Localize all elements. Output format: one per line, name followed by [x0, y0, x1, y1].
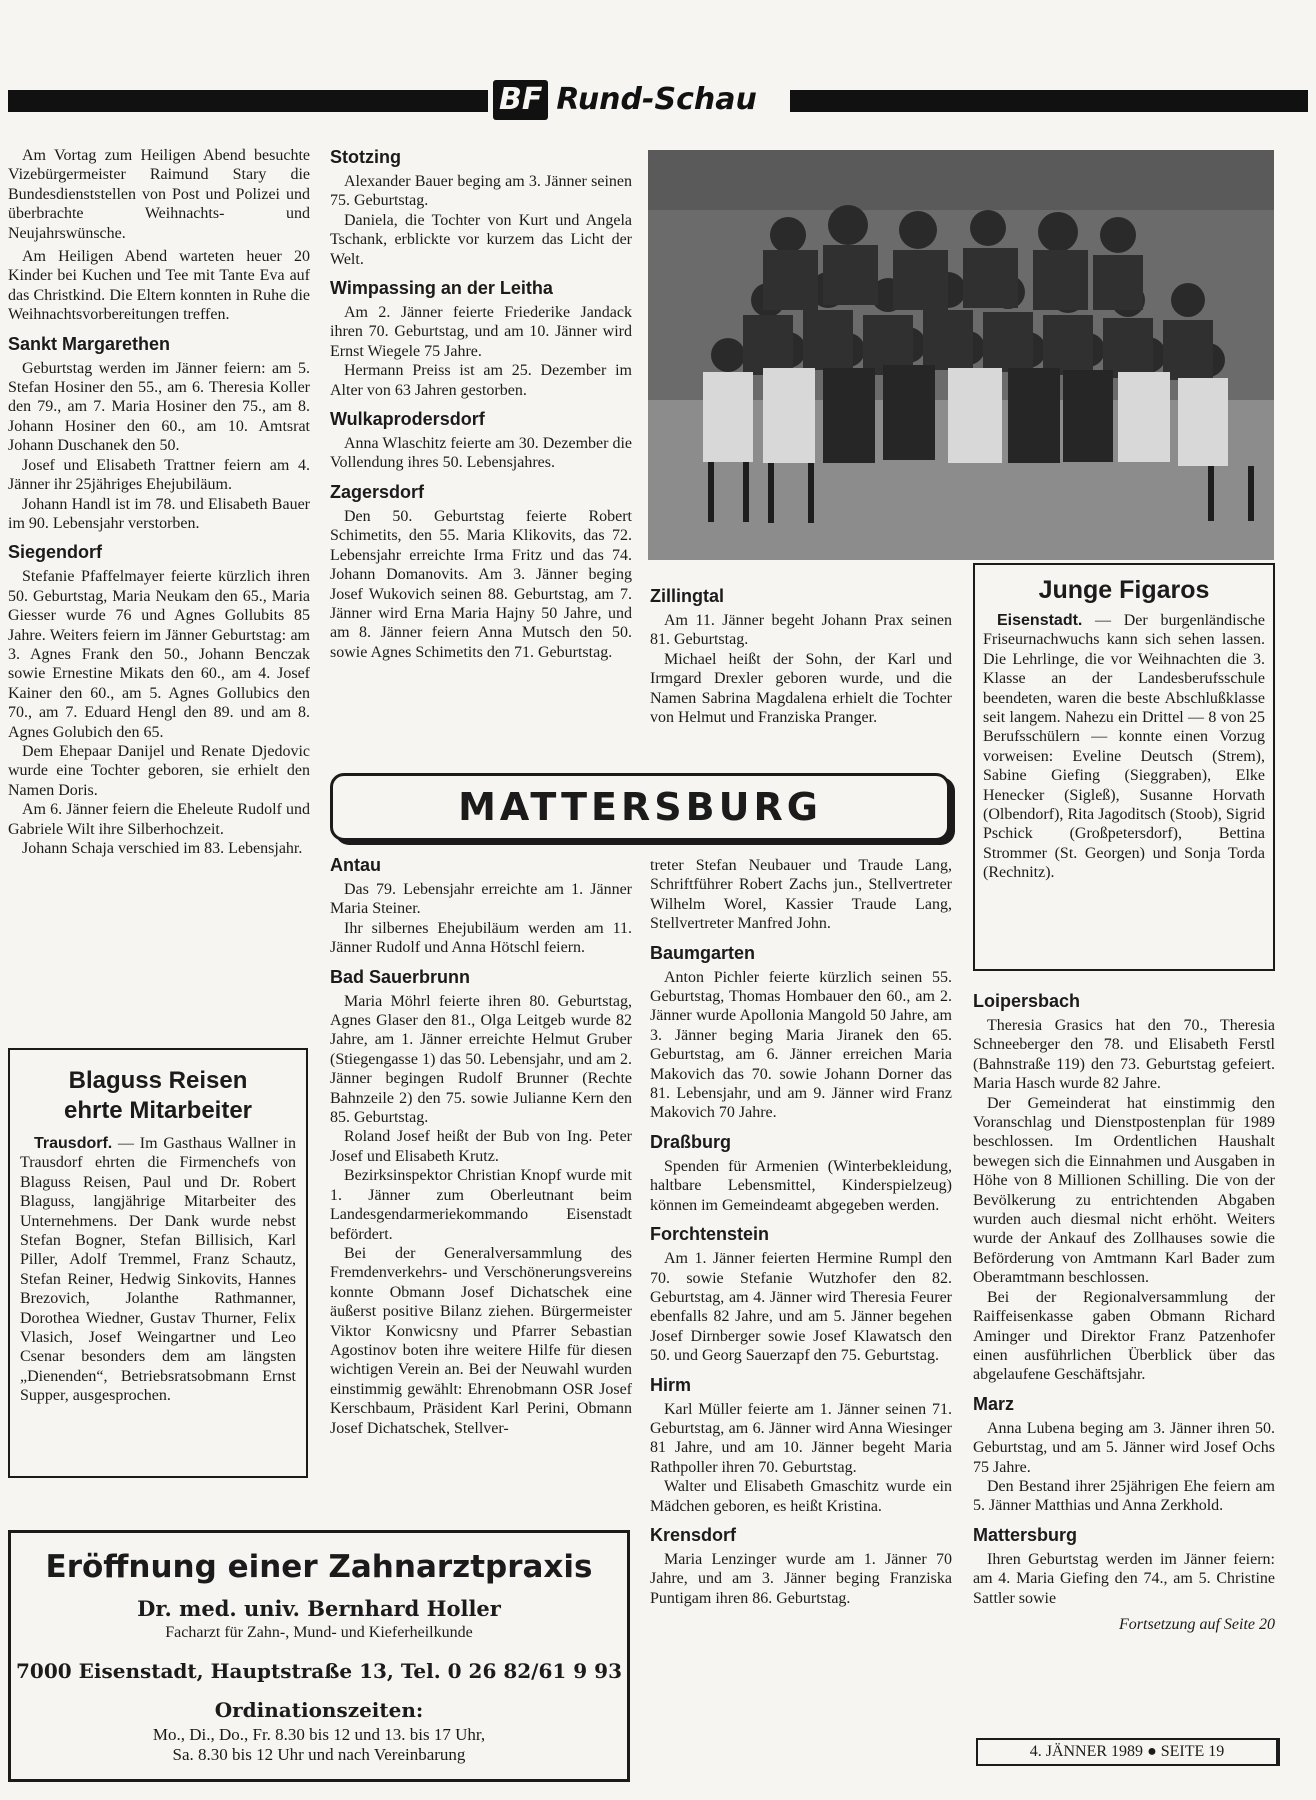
paragraph: Am 6. Jänner feiern die Eheleute Rudolf und Gabriele Wilt ihre Silberhochzeit.: [8, 801, 310, 838]
figaros-text: [983, 611, 1265, 883]
paragraph: Am 11. Jänner begeht Johann Prax seinen 81. Geburtstag.: [650, 612, 952, 649]
section-heading-antau: Antau: [330, 855, 381, 875]
ad-hours-line-2: Sa. 8.30 bis 12 Uhr und nach Vereinbarung: [172, 1745, 466, 1764]
footer-date: 4. JÄNNER 1989: [1029, 1743, 1144, 1760]
paragraph: Ihren Geburtstag werden im Jänner feiern: am 4. Maria Giefing den 74., am 5. Christine Sattler sowie: [973, 1550, 1275, 1607]
paragraph: Das 79. Lebensjahr erreichte am 1. Jänner Maria Steiner.: [330, 881, 632, 918]
ad-doctor: Dr. med. univ. Bernhard Holler: [137, 1596, 501, 1621]
paragraph: Anna Wlaschitz feierte am 30. Dezember die Vollendung ihres 50. Lebensjahres.: [330, 435, 632, 472]
paragraph: Den Bestand ihrer 25jährigen Ehe feiern am 5. Jänner Matthias und Anna Zerkhold.: [973, 1477, 1275, 1515]
section-heading-zagersdorf: Zagersdorf: [330, 481, 425, 502]
paragraph: Geburtstag werden im Jänner feiern: am 5. Stefan Hosiner den 55., am 6. Theresia Koller den 79., am 7. Maria Hosiner den 75., am 8. Johann Hosiner den 60., am 10. Amtsrat Johann Duschanek den 50.: [8, 359, 310, 455]
paragraph: Bei der Regionalversammlung der Raiffeisenkasse gaben Obmann Richard Aminger und Direktor Franz Patzenhofer einen ausführlichen Überblick über das abgelaufene Geschäftsjahr.: [973, 1288, 1275, 1384]
mattersburg-banner-title: MATTERSBURG: [458, 785, 822, 829]
paragraph: Dem Ehepaar Danijel und Renate Djedovic wurde eine Tochter geboren, sie erhielt den Namen Doris.: [8, 742, 310, 799]
paragraph: Hermann Preiss ist am 25. Dezember im Alter von 63 Jahren gestorben.: [330, 362, 632, 399]
paragraph: Bei der Generalversammlung des Fremdenverkehrs- und Verschönerungsvereins konnte Obmann Josef Dichatschek eine äußerst positive Bilanz ziehen. Bürgermeister Viktor Konwicsny und Pfarrer Sebastian Agostinov boten ihre weitere Hilfe für diesen wichtigen Verein an. Bei der Neuwahl wurden einstimmig gewählt: Ehrenobmann OSR Josef Kerschbaum, Präsident Karl Perini, Obmann Josef Dichatschek, Stellver-: [330, 1244, 632, 1437]
figaros-dateline: Eisenstadt.: [997, 612, 1083, 629]
paragraph: Johann Handl ist im 78. und Elisabeth Bauer im 90. Lebensjahr verstorben.: [8, 495, 310, 532]
paragraph: Ihr silbernes Ehejubiläum werden am 11. Jänner Rudolf und Anna Hötschl feiern.: [330, 919, 632, 957]
class-photo-image: [648, 150, 1274, 560]
paragraph: Theresia Grasics hat den 70., Theresia Schneeberger den 78. und Elisabeth Ferstl (Bahnstraße 119) den 73. Geburtstag gefeiert. Maria Hasch wurde 82 Jahre.: [973, 1017, 1275, 1093]
ad-title: Eröffnung einer Zahnarztpraxis: [45, 1549, 593, 1585]
footer-page: SEITE 19: [1160, 1743, 1225, 1760]
ad-specialty: Facharzt für Zahn-, Mund- und Kieferheilkunde: [165, 1624, 473, 1641]
section-heading-wulkaprodersdorf: Wulkaprodersdorf: [330, 409, 485, 430]
paragraph: Den 50. Geburtstag feierte Robert Schimetits, den 55. Maria Klikovits, das 72. Lebensjahr erreichte Irma Fritz und das 74. Johann Domanovits. Am 3. Jänner beging Josef Wukovich seinen 88. Geburtstag, am 7. Jänner wird Erna Maria Hajny 50 Jahre, und am 8. Jänner feiern Anna Mutsch den 50. sowie Agnes Schimetits den 71. Geburtstag.: [330, 507, 632, 661]
mattersburg-column-2: [650, 856, 952, 1782]
column-2: [330, 146, 632, 756]
ad-hours-heading: Ordinationszeiten:: [214, 1698, 424, 1722]
section-heading-marz: Marz: [973, 1393, 1015, 1414]
ad-hours-line-1: Mo., Di., Do., Fr. 8.30 bis 12 und 13. bis 17 Uhr,: [152, 1725, 486, 1744]
section-heading-wimpassing: Wimpassing an der Leitha: [330, 278, 553, 299]
paragraph: Roland Josef heißt der Bub von Ing. Peter Josef und Elisabeth Krutz.: [330, 1128, 632, 1165]
paragraph: Karl Müller feierte am 1. Jänner seinen 71. Geburtstag, am 6. Jänner wird Anna Wiesinger 81 Jahre, und am 10. Jänner begeht Maria Rathpoller ihren 70. Geburtstag.: [650, 1400, 952, 1476]
mattersburg-column-3: [973, 990, 1275, 1730]
paragraph: Spenden für Armenien (Winterbekleidung, haltbare Lebensmittel, Kinderspielzeug) können im Gemeindeamt abgegeben werden.: [650, 1157, 952, 1214]
figaros-box: [973, 563, 1275, 971]
paragraph: Der Gemeinderat hat einstimmig den Voranschlag und Dienstpostenplan für 1989 beschlossen. Im Ordentlichen Haushalt bewegen sich die Einnahmen und Ausgaben in Höhe von 8 Millionen Schilling. Die von der Bevölkerung zu entrichtenden Abgaben wurden auch diesmal nicht erhöht. Weiters wurde der Ankauf des Zollhauses sowie die Beförderung von Amtmann Karl Bader zum Oberamtmann beschlossen.: [973, 1094, 1275, 1287]
paragraph: Maria Lenzinger wurde am 1. Jänner 70 Jahre, und am 3. Jänner beging Franziska Puntigam ihren 86. Geburtstag.: [650, 1550, 952, 1607]
paragraph: Alexander Bauer beging am 3. Jänner seinen 75. Geburtstag.: [330, 173, 632, 210]
paragraph: Josef und Elisabeth Trattner feiern am 4. Jänner ihr 25jähriges Ehejubiläum.: [8, 456, 310, 494]
paragraph: Anna Lubena beging am 3. Jänner ihren 50. Geburtstag, und am 5. Jänner wird Josef Ochs 75 Jahre.: [973, 1419, 1275, 1476]
section-heading-stotzing: Stotzing: [330, 147, 401, 167]
blaguss-text: [20, 1134, 296, 1406]
section-heading-baumgarten: Baumgarten: [650, 942, 756, 963]
mattersburg-banner: [330, 773, 950, 841]
figaros-body: — Der burgenländische Friseurnachwuchs kann sich sehen lassen. Die Lehrlinge, die vor Weihnachten die 3. Klasse an der Landesberufsschule beendeten, waren die beste Abschlußklasse seit langem. Nahezu ein Drittel — 8 von 25 Berufsschülern — konnte einen Vorzug vorweisen: Eveline Deutsch (Strem), Sabine Giefing (Sieggraben), Elke Henecker (Sigleß), Susanne Horvath (Olbendorf), Rita Jagoditsch (Stoob), Sigrid Pschick (Großpetersdorf), Bettina Strommer (St. Georgen) und Sonja Torda (Rechnitz).: [983, 612, 1265, 882]
blaguss-heading-line-1: Blaguss Reisen: [68, 1067, 248, 1094]
section-heading-zillingtal: Zillingtal: [650, 586, 724, 606]
blaguss-box: [8, 1048, 308, 1478]
section-heading-bad-sauerbrunn: Bad Sauerbrunn: [330, 966, 471, 987]
zillingtal-block: [650, 585, 952, 755]
paragraph: Stefanie Pfaffelmayer feierte kürzlich ihren 50. Geburtstag, Maria Neukam den 65., Maria Giesser wurde 76 und Agnes Gollubits 85 Jahre. Weiters feiern im Jänner Geburtstag: am 3. Agnes Frank den 50., Johann Benczak sowie Ernestine Mikats den 60., am 4. Josef Kainer den 60., am 5. Agnes Gollubics den 70., am 7. Eduard Hengl den 89. und am 8. Agnes Golubich den 65.: [8, 568, 310, 741]
blaguss-heading: [20, 1066, 296, 1126]
masthead-rule-left: [8, 90, 488, 112]
paragraph: Bezirksinspektor Christian Knopf wurde mit 1. Jänner zum Oberleutnant beim Landesgendarmeriekommando Eisenstadt befördert.: [330, 1167, 632, 1243]
page-footer: [976, 1738, 1280, 1766]
paragraph: Maria Möhrl feierte ihren 80. Geburtstag, Agnes Glaser den 81., Olga Leitgeb wurde 82 Jahre, am 1. Jänner erreichte Helmut Gruber (Stiegengasse 1) das 50. Lebensjahr, und am 2. Jänner begingen Rudolf Brunner (Rechte Bahnzeile 2) den 75. sowie Julianne Kern den 85. Geburtstag.: [330, 992, 632, 1127]
paragraph: Daniela, die Tochter von Kurt und Angela Tschank, erblickte vor kurzem das Licht der Welt.: [330, 211, 632, 268]
intro-paragraph-2: Am Heiligen Abend warteten heuer 20 Kinder bei Kuchen und Tee mit Tante Eva auf das Christkind. Die Eltern konnten in Ruhe die Weihnachtsvorbereitungen treffen.: [8, 248, 310, 324]
masthead-rule-right: [790, 90, 1308, 112]
blaguss-heading-line-2: ehrte Mitarbeiter: [63, 1097, 253, 1124]
ad-address: 7000 Eisenstadt, Hauptstraße 13, Tel. 0 26 82/61 9 93: [15, 1659, 622, 1683]
dentist-ad: [8, 1530, 630, 1782]
continuation-note: Fortsetzung auf Seite 20: [1119, 1615, 1275, 1633]
blaguss-body: — Im Gasthaus Wallner in Trausdorf ehrten die Firmenchefs von Blaguss Reisen, Paul und Dr. Robert Blaguss, langjährige Mitarbeiter des Unternehmens. Der Dank wurde nebst Stefan Bogner, Stefan Billisich, Karl Piller, Adolf Tremmel, Franz Schautz, Stefan Reiner, Hedwig Sinkovits, Hannes Brezovich, Jolanthe Rathmanner, Dorothea Wiedner, Gustav Thurner, Felix Vlasich, Josef Weingartner und Leo Csenar besonders dem am längsten „Dienenden“, Betriebsratsobmann Ernst Supper, ausgesprochen.: [20, 1135, 296, 1405]
paragraph: Michael heißt der Sohn, der Karl und Irmgard Drexler geboren wurde, und die Namen Sabrina Magdalena erhielt die Tochter von Helmut und Franziska Pranger.: [650, 650, 952, 727]
masthead-logo: BF: [493, 80, 548, 120]
section-heading-sankt-margarethen: Sankt Margarethen: [8, 333, 171, 354]
section-heading-krensdorf: Krensdorf: [650, 1524, 737, 1545]
masthead-title: Rund-Schau: [556, 82, 757, 117]
paragraph: Johann Schaja verschied im 83. Lebensjahr.: [22, 840, 303, 857]
class-photo: [648, 150, 1274, 560]
section-heading-forchtenstein: Forchtenstein: [650, 1224, 770, 1245]
section-heading-hirm: Hirm: [650, 1374, 692, 1395]
section-heading-loipersbach: Loipersbach: [973, 991, 1081, 1011]
footer-bullet: ●: [1147, 1743, 1157, 1760]
paragraph: Walter und Elisabeth Gmaschitz wurde ein Mädchen geboren, es heißt Kristina.: [650, 1478, 952, 1515]
figaros-heading: Junge Figaros: [1038, 576, 1210, 604]
intro-paragraph-1: Am Vortag zum Heiligen Abend besuchte Vizebürgermeister Raimund Stary die Bundesdienststellen von Post und Polizei und überbrachte Weihnachts- und Neujahrswünsche.: [8, 147, 310, 242]
section-heading-drassburg: Draßburg: [650, 1131, 731, 1152]
section-heading-siegendorf: Siegendorf: [8, 542, 103, 563]
blaguss-dateline: Trausdorf.: [34, 1135, 113, 1152]
section-heading-mattersburg: Mattersburg: [973, 1524, 1078, 1545]
paragraph: Am 1. Jänner feierten Hermine Rumpl den 70. sowie Stefanie Wutzhofer den 82. Geburtstag, am 4. Jänner wird Theresia Feurer ebenfalls 82 Jahre, und am 5. Jänner begehen Josef Dirnberger sowie Josef Klawatsch den 50. und Georg Sauerzapf den 75. Geburtstag.: [650, 1250, 952, 1365]
masthead: [493, 80, 783, 120]
paragraph: treter Stefan Neubauer und Traude Lang, Schriftführer Robert Zachs jun., Stellvertreter Wilhelm Worel, Kassier Traude Lang, Stellvertreter Manfred John.: [650, 857, 952, 933]
paragraph: Am 2. Jänner feierte Friederike Jandack ihren 70. Geburtstag, und am 10. Jänner wird Ernst Wiegele 75 Jahre.: [330, 304, 632, 360]
column-1: [8, 146, 310, 1026]
mattersburg-column-1: [330, 854, 632, 1494]
paragraph: Anton Pichler feierte kürzlich seinen 55. Geburtstag, Thomas Hombauer den 60., am 2. Jänner wurde Apollonia Mangold 50 Jahre, am 3. Jänner beging Maria Jiranek den 65. Geburtstag, am 6. Jänner erreichen Maria Makovich das 70. sowie Johann Dorner das 81. Lebensjahr, und am 9. Jänner wird Franz Makovich 70 Jahre.: [650, 968, 952, 1122]
